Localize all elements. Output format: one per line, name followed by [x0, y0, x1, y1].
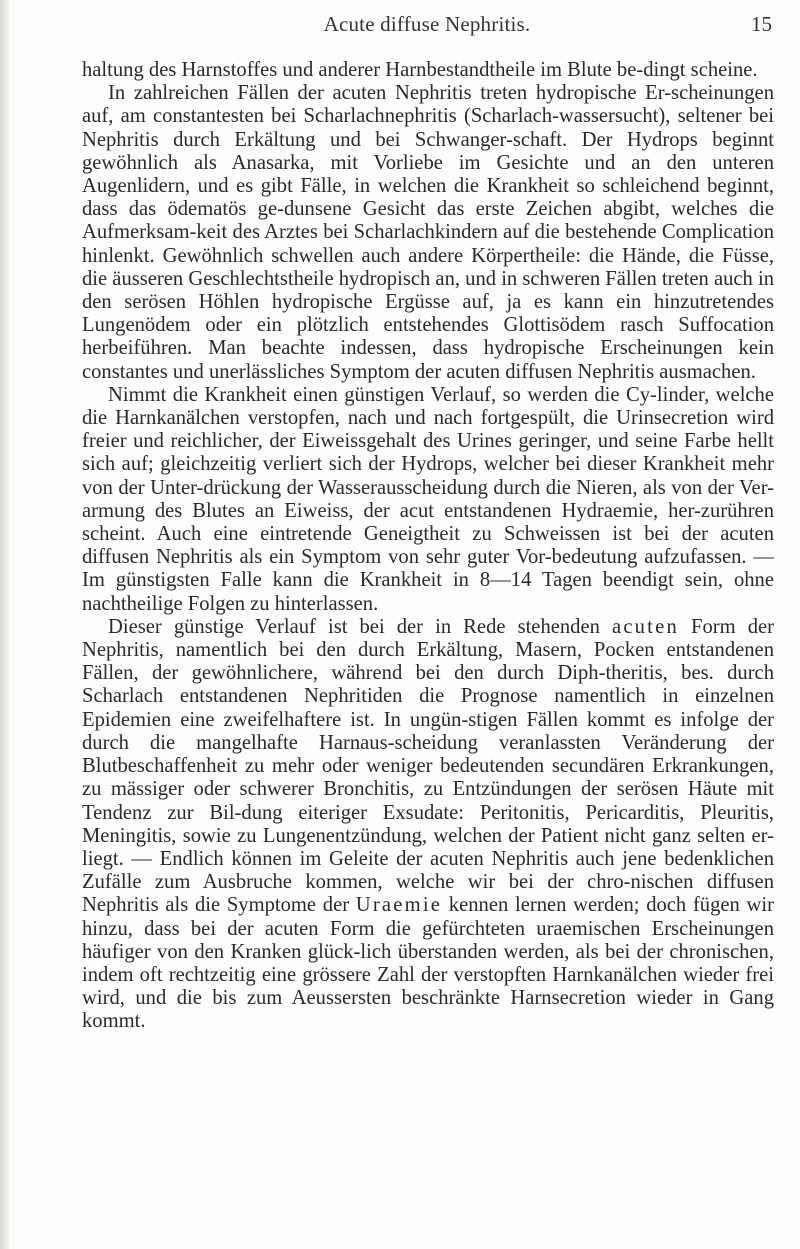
paragraph [82, 616, 774, 1034]
paragraph-text: kennen lernen werden; doch fügen wir hinzu, dass bei der acuten Form die gefürchteten uraemischen Erscheinungen häufiger von den Kranken glück-lich überstanden werden, als bei der chronischen, indem oft rechtzeitig eine grössere Zahl der verstopften Harnkanälchen wieder frei wird, und die bis zum Aeussersten beschränkte Harnsecretion wieder in Gang kommt. [82, 894, 774, 1033]
emphasis-text: acuten [612, 615, 679, 638]
page-binding-edge [0, 0, 9, 1249]
body-text [82, 59, 774, 1034]
paragraph: Nimmt die Krankheit einen günstigen Verlauf, so werden die Cy-linder, welche die Harnkanälchen verstopfen, nach und nach fortgespült, die Urinsecretion wird freier und reichlicher, der Eiweissgehalt des Urines geringer, und seine Farbe hellt sich auf; gleichzeitig verliert sich der Hydrops, welcher bei dieser Krankheit mehr von der Unter-drückung der Wasserausscheidung durch die Nieren, als von der Ver-armung des Blutes an Eiweiss, der acut entstandenen Hydraemie, her-zurühren scheint. Auch eine eintretende Geneigtheit zu Schweissen ist bei der acuten diffusen Nephritis als ein Symptom von sehr guter Vor-bedeutung aufzufassen. — Im günstigsten Falle kann die Krankheit in 8—14 Tagen beendigt sein, ohne nachtheilige Folgen zu hinterlassen. [82, 383, 774, 615]
page-number: 15 [751, 12, 772, 36]
page-header [82, 12, 772, 48]
paragraph-text: Form der Nephritis, namentlich bei den durch Erkältung, Masern, Pocken entstandenen Fällen, der gewöhnlichere, während bei den durch Diph-theritis, bes. durch Scharlach entstandenen Nephritiden die Prognose namentlich in einzelnen Epidemien eine zweifelhaftere ist. In ungün-stigen Fällen kommt es infolge der durch die mangelhafte Harnaus-scheidung veranlassten Veränderung der Blutbeschaffenheit zu mehr oder weniger bedeutenden secundären Erkrankungen, zu mässiger oder schwerer Bronchitis, zu Entzündungen der serösen Häute mit Tendenz zur Bil-dung eiteriger Exsudate: Peritonitis, Pericarditis, Pleuritis, Meningitis, sowie zu Lungenentzündung, welchen der Patient nicht ganz selten er-liegt. — Endlich können im Geleite der acuten Nephritis auch jene bedenklichen Zufälle zum Ausbruche kommen, welche wir bei der chro-nischen diffusen Nephritis als die Symptome der [82, 615, 774, 917]
paragraph: haltung des Harnstoffes und anderer Harnbestandtheile im Blute be-dingt scheine. [82, 59, 758, 81]
emphasis-text: Uraemie [355, 894, 443, 917]
paragraph: In zahlreichen Fällen der acuten Nephritis treten hydropische Er-scheinungen auf, am constantesten bei Scharlachnephritis (Scharlach-wassersucht), seltener bei Nephritis durch Erkältung und bei Schwanger-schaft. Der Hydrops beginnt gewöhnlich als Anasarka, mit Vorliebe im Gesichte und an den unteren Augenlidern, und es gibt Fälle, in welchen die Krankheit so schleichend beginnt, dass das ödematös ge-dunsene Gesicht das erste Zeichen abgibt, welches die Aufmerksam-keit des Arztes bei Scharlachkindern auf die bestehende Complication hinlenkt. Gewöhnlich schwellen auch andere Körpertheile: die Hände, die Füsse, die äusseren Geschlechtstheile hydropisch an, und in schweren Fällen treten auch in den serösen Höhlen hydropische Ergüsse auf, ja es kann ein hinzutretendes Lungenödem oder ein plötzlich entstehendes Glottisödem rasch Suffocation herbeiführen. Man beachte indessen, dass hydropische Erscheinungen kein constantes und unerlässliches Symptom der acuten diffusen Nephritis ausmachen. [82, 82, 774, 383]
running-title: Acute diffuse Nephritis. [323, 12, 531, 36]
paragraph-text: Dieser günstige Verlauf ist bei der in Rede stehenden [108, 615, 612, 638]
